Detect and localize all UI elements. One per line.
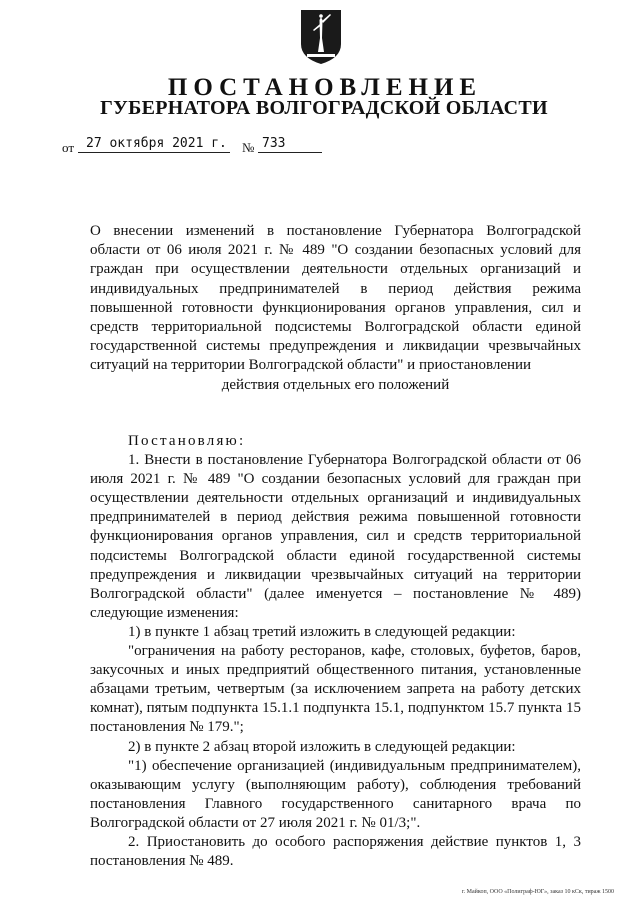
paragraph-1-item-1-text: "ограничения на работу ресторанов, кафе, столовых, буфетов, баров, закусочных и иных предприятий общественного питания, установленные абзацами третьим, четвертым (за исключением запрета на работу детских комнат), пятым подпункта 15.1.1 подпункта 15.1, подпунктом 15.7 пункта 15 постановления № 179."; [90, 643, 581, 736]
issuer-title: ГУБЕРНАТОРА ВОЛГОГРАДСКОЙ ОБЛАСТИ [100, 97, 548, 119]
document-type-title: ПОСТАНОВЛЕНИЕ [167, 74, 483, 101]
volgograd-coat-of-arms-icon [299, 8, 343, 66]
document-date: 27 октября 2021 г. [86, 136, 227, 151]
paragraph-1-item-2: 2) в пункте 2 абзац второй изложить в следующей редакции: [128, 738, 516, 755]
paragraph-1-item-1: 1) в пункте 1 абзац третий изложить в следующей редакции: [128, 623, 516, 640]
number-prefix: № [242, 140, 255, 155]
resolution-intro: Постановляю: [128, 433, 246, 449]
document-number: 733 [262, 136, 286, 151]
date-underline [78, 152, 230, 153]
document-body [90, 432, 581, 871]
paragraph-1-item-2-text: "1) обеспечение организацией (индивидуальным предпринимателем), оказывающим услугу (выполняющим работу), соблюдения требований постановления Главного государственного санитарного врача по Волгоградской области от 27 июля 2021 г. № 01/3;". [90, 757, 581, 831]
paragraph-1: 1. Внести в постановление Губернатора Волгоградской области от 06 июля 2021 г. № 489 "О создании безопасных условий для граждан при осуществлении деятельности отдельных организаций и индивидуальных предпринимателей в период действия режима повышенной готовности функционирования органов управления, сил и средств территориальной подсистемы Волгоградской области единой государственной системы предупреждения и ликвидации чрезвычайных ситуаций на территории Волгоградской области" (далее именуется – постановление № 489) следующие изменения: [90, 452, 581, 621]
subject-last-line: действия отдельных его положений [221, 376, 450, 393]
number-underline [258, 152, 322, 153]
print-imprint: г. Майкоп, ООО «Полиграф-ЮГ», заказ 10 кСк, тираж 1500 [461, 889, 614, 895]
document-subject [90, 222, 581, 395]
paragraph-2: 2. Приостановить до особого распоряжения действие пунктов 1, 3 постановления № 489. [90, 833, 581, 870]
date-prefix: от [62, 140, 75, 155]
subject-text: О внесении изменений в постановление Губернатора Волгоградской области от 06 июля 2021 г. № 489 "О создании безопасных условий для граждан при осуществлении деятельности отдельных организаций и индивидуальных предпринимателей в период действия режима повышенной готовности функционирования органов управления, сил и средств территориальной подсистемы Волгоградской области единой государственной системы предупреждения и ликвидации чрезвычайных ситуаций на территории Волгоградской области" и приостановлении [90, 223, 581, 374]
